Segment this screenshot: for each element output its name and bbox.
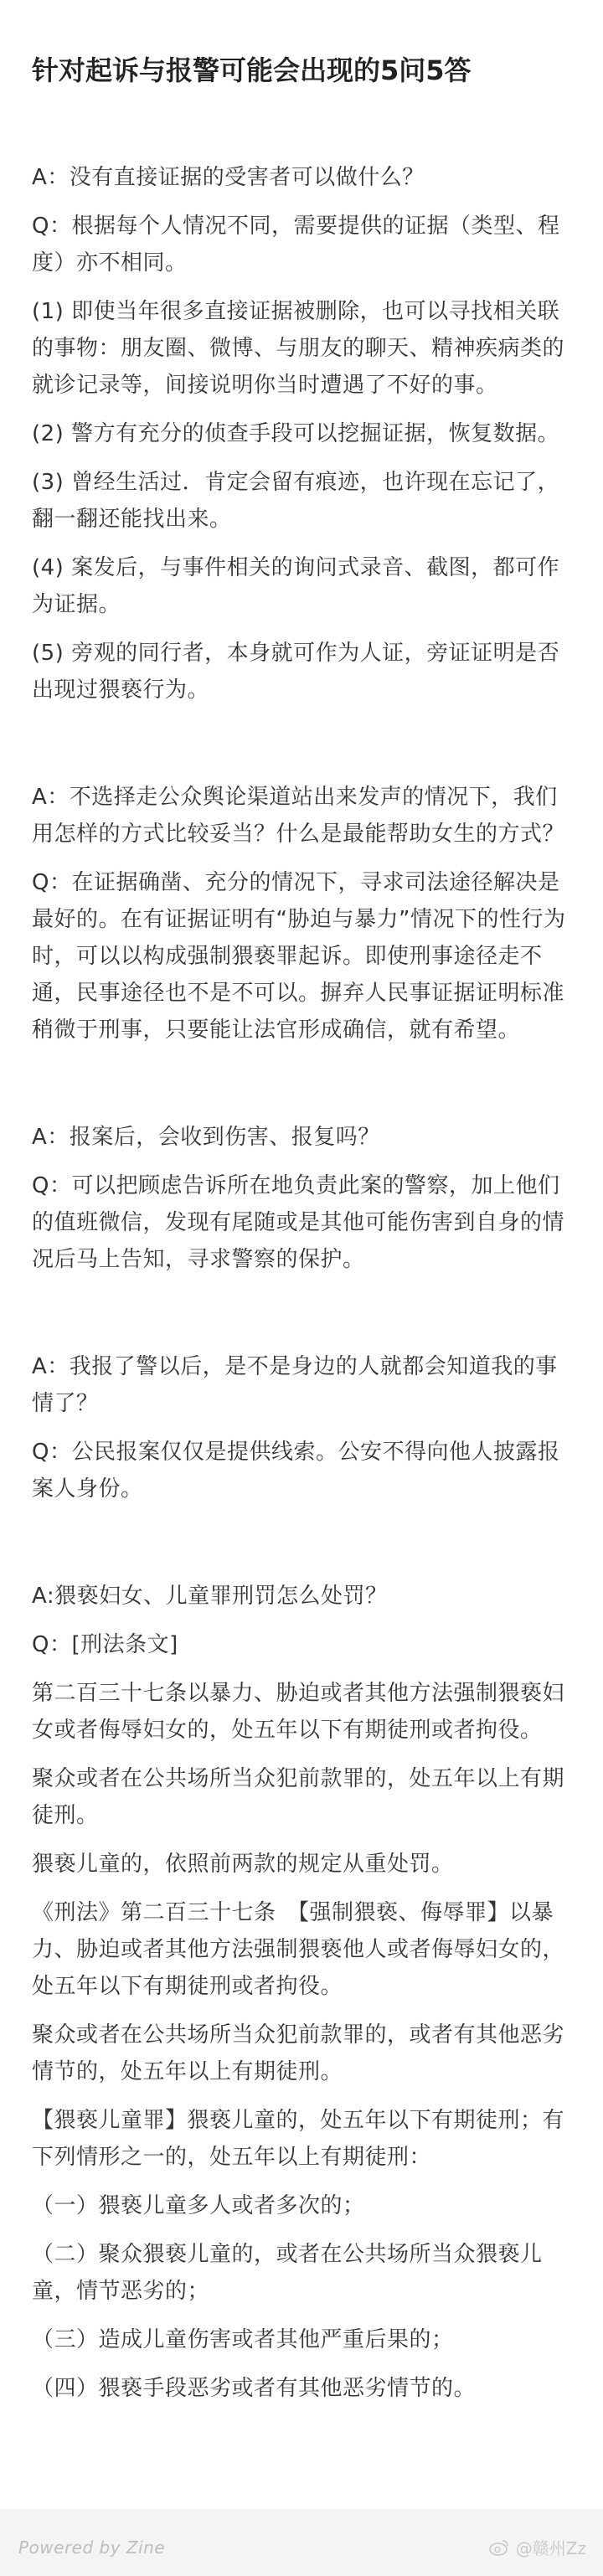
- qa-sections: [32, 159, 571, 2407]
- paragraph: 【猥亵儿童罪】猥亵儿童的，处五年以下有期徒刑；有下列情形之一的，处五年以上有期徒刑：: [32, 2108, 565, 2170]
- qa-section: [32, 159, 571, 708]
- paragraph: （四）猥亵手段恶劣或者有其他恶劣情节的。: [32, 2376, 477, 2401]
- paragraph: (2) 警方有充分的侦查手段可以挖掘证据，恢复数据。: [32, 421, 560, 446]
- powered-by-label: Powered by Zine: [18, 2537, 166, 2558]
- paragraph: A:猥亵妇女、儿童罪刑罚怎么处罚？: [32, 1584, 388, 1609]
- paragraph: Q：可以把顾虑告诉所在地负责此案的警察，加上他们的值班微信，发现有尾随或是其他可能伤害到自身的情况后马上告知，寻求警察的保护。: [32, 1173, 565, 1272]
- paragraph: Q：根据每个人情况不同，需要提供的证据（类型、程度）亦不相同。: [32, 214, 560, 276]
- paragraph: (3) 曾经生活过．肯定会留有痕迹，也许现在忘记了，翻一翻还能找出来。: [32, 470, 560, 532]
- article-title: 针对起诉与报警可能会出现的5问5答: [32, 54, 472, 86]
- qa-section: [32, 1578, 571, 2407]
- paragraph: Q：在证据确凿、充分的情况下，寻求司法途径解决是最好的。在有证据证明有“胁迫与暴力”情况下的性行为时，可以以构成强制猥亵罪起诉。即使刑事途径走不通，民事途径也不是不可以。摒弃人民事证据证明标准稍微于刑事，只要能让法官形成确信，就有希望。: [32, 870, 566, 1043]
- paragraph: (1) 即使当年很多直接证据被删除，也可以寻找相关联的事物：朋友圈、微博、与朋友的聊天、精神疾病类的就诊记录等，间接说明你当时遭遇了不好的事。: [32, 299, 565, 398]
- weibo-logo-icon: [489, 2539, 509, 2556]
- paragraph: A：报案后，会收到伤害、报复吗？: [32, 1125, 380, 1150]
- qa-section: [32, 1119, 571, 1278]
- qa-section: [32, 1348, 571, 1507]
- paragraph: (4) 案发后，与事件相关的询问式录音、截图，都可作为证据。: [32, 555, 560, 617]
- paragraph: Q：公民报案仅仅是提供线索。公安不得向他人披露报案人身份。: [32, 1440, 560, 1502]
- paragraph: (5) 旁观的同行者，本身就可作为人证，旁证证明是否出现过猥亵行为。: [32, 641, 560, 703]
- paragraph: 第二百三十七条以暴力、胁迫或者其他方法强制猥亵妇女或者侮辱妇女的，处五年以下有期徒刑或者拘役。: [32, 1681, 565, 1743]
- paragraph: 聚众或者在公共场所当众犯前款罪的，或者有其他恶劣情节的，处五年以上有期徒刑。: [32, 2022, 565, 2084]
- qa-section: [32, 779, 571, 1048]
- paragraph: （二）聚众猥亵儿童的，或者在公共场所当众猥亵儿童，情节恶劣的；: [32, 2242, 543, 2304]
- weibo-watermark: [489, 2535, 586, 2559]
- paragraph: （一）猥亵儿童多人或者多次的；: [32, 2193, 365, 2218]
- paragraph: 猥亵儿童的，依照前两款的规定从重处罚。: [32, 1852, 454, 1877]
- paragraph: Q：[刑法条文]: [32, 1632, 178, 1657]
- paragraph: A：我报了警以后，是不是身边的人就都会知道我的事情了？: [32, 1354, 558, 1416]
- footer-bar: [0, 2509, 603, 2576]
- paragraph: （三）造成儿童伤害或者其他严重后果的；: [32, 2327, 454, 2352]
- watermark-text: @赣州Zz: [515, 2538, 586, 2558]
- paragraph: A：不选择走公众舆论渠道站出来发声的情况下，我们用怎样的方式比较妥当？什么是最能帮助女生的方式？: [32, 785, 565, 847]
- paragraph: A：没有直接证据的受害者可以做什么？: [32, 165, 425, 190]
- paragraph: 《刑法》第二百三十七条 【强制猥亵、侮辱罪】以暴力、胁迫或者其他方法强制猥亵他人或者侮辱妇女的，处五年以下有期徒刑或者拘役。: [32, 1900, 565, 1999]
- paragraph: 聚众或者在公共场所当众犯前款罪的，处五年以上有期徒刑。: [32, 1766, 565, 1828]
